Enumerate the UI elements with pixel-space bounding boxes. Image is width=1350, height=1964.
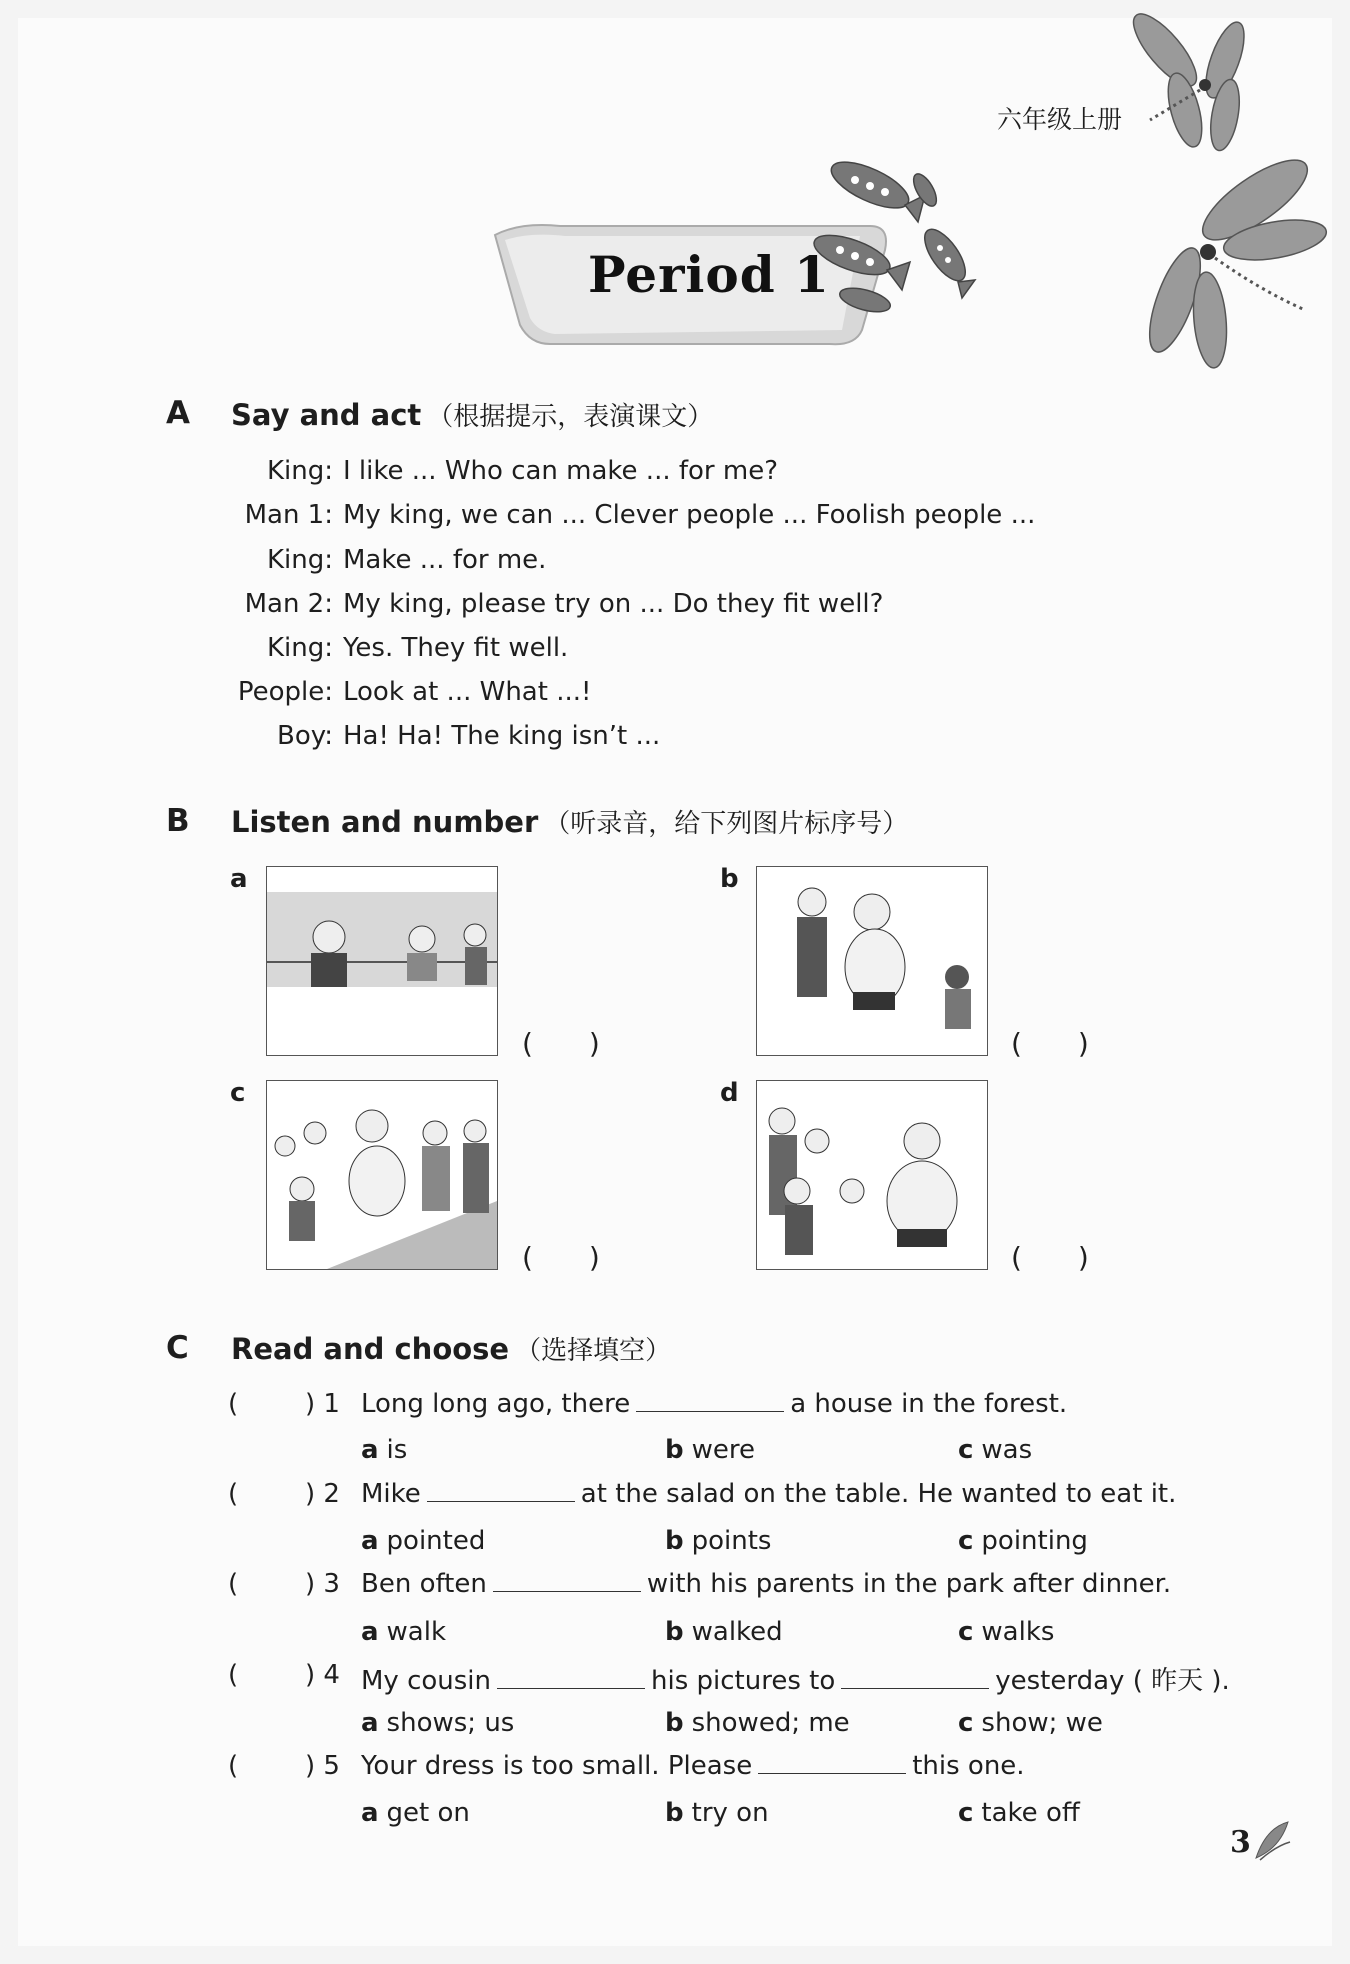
option-c[interactable]: c was: [958, 1435, 1033, 1465]
option-b[interactable]: b points: [665, 1526, 772, 1556]
question-text: [361, 1389, 1067, 1419]
speaker-label: Man 1:: [244, 500, 333, 530]
picture-a-label: a: [230, 864, 248, 894]
question-text: [361, 1660, 1230, 1697]
section-b-title-cn: （听录音，给下列图片标序号）: [544, 809, 909, 839]
question-part: My cousin: [361, 1666, 492, 1696]
option-a[interactable]: a shows; us: [361, 1708, 515, 1738]
option-a[interactable]: a walk: [361, 1617, 447, 1647]
header-decoration: [0, 0, 1350, 400]
dragonfly-icon: [1124, 5, 1330, 369]
dialogue-text: Yes. They fit well.: [343, 633, 569, 663]
question-paren[interactable]: (: [228, 1751, 239, 1781]
question-part: Ben often: [361, 1569, 487, 1599]
section-c-title: Read and choose: [231, 1332, 510, 1366]
fill-blank[interactable]: [758, 1753, 906, 1774]
answer-blank-d[interactable]: ( ): [1011, 1241, 1089, 1274]
question-part: Mike: [361, 1479, 421, 1509]
section-a-title: Say and act: [231, 398, 422, 432]
dialogue-text: Make ... for me.: [343, 545, 547, 575]
option-a[interactable]: a get on: [361, 1798, 470, 1828]
leaf-icon: [1252, 1818, 1292, 1862]
speaker-label: King:: [266, 545, 333, 575]
fill-blank[interactable]: [493, 1571, 641, 1592]
grade-label: 六年级上册: [997, 105, 1123, 134]
answer-blank-b[interactable]: ( ): [1011, 1027, 1089, 1060]
option-b[interactable]: b walked: [665, 1617, 783, 1647]
section-c-title-cn: （选择填空）: [515, 1336, 672, 1366]
question-number: ) 1: [305, 1389, 340, 1419]
question-paren[interactable]: (: [228, 1660, 239, 1690]
question-text: [361, 1569, 1171, 1599]
section-b-letter: B: [166, 803, 190, 839]
speaker-label: King:: [266, 633, 333, 663]
question-part: this one.: [912, 1751, 1025, 1781]
dialogue-line: [225, 500, 1035, 530]
question-number: ) 3: [305, 1569, 340, 1599]
option-c[interactable]: c take off: [958, 1798, 1080, 1828]
dialogue-text: Ha! Ha! The king isn’t ...: [343, 721, 661, 751]
option-c[interactable]: c show; we: [958, 1708, 1103, 1738]
dialogue-text: Look at ... What ...!: [343, 677, 592, 707]
question-part: at the salad on the table. He wanted to eat it.: [580, 1479, 1177, 1509]
question-part: a house in the forest.: [790, 1389, 1068, 1419]
option-a[interactable]: a pointed: [361, 1526, 486, 1556]
answer-blank-c[interactable]: ( ): [522, 1241, 600, 1274]
answer-blank-a[interactable]: ( ): [522, 1027, 600, 1060]
dialogue-text: My king, we can ... Clever people ... Foolish people ...: [343, 500, 1036, 530]
option-a[interactable]: a is: [361, 1435, 408, 1465]
section-b-title: Listen and number: [231, 805, 539, 839]
question-number: ) 4: [305, 1660, 340, 1690]
picture-d: [756, 1080, 988, 1270]
section-b-heading: [231, 803, 908, 840]
speaker-label: King:: [266, 456, 333, 486]
section-c-letter: C: [166, 1330, 189, 1366]
question-part: yesterday ( 昨天 ).: [995, 1666, 1230, 1696]
dialogue-line: [225, 633, 568, 663]
dialogue-line: [225, 721, 660, 751]
cartoon-image: [267, 1081, 497, 1269]
picture-c-label: c: [230, 1078, 246, 1108]
question-part: Your dress is too small. Please: [361, 1751, 753, 1781]
page-number: 3: [1230, 1825, 1251, 1860]
picture-b-label: b: [720, 864, 739, 894]
picture-b: [756, 866, 988, 1056]
section-a-title-cn: （根据提示，表演课文）: [427, 402, 714, 432]
picture-a: [266, 866, 498, 1056]
dialogue-text: My king, please try on ... Do they fit well?: [343, 589, 884, 619]
question-paren[interactable]: (: [228, 1479, 239, 1509]
option-b[interactable]: b showed; me: [665, 1708, 850, 1738]
cartoon-image: [757, 1081, 987, 1269]
picture-d-label: d: [720, 1078, 739, 1108]
dialogue-text: I like ... Who can make ... for me?: [343, 456, 779, 486]
section-a-letter: A: [166, 395, 190, 431]
question-number: ) 5: [305, 1751, 340, 1781]
section-a-heading: [231, 396, 713, 433]
option-c[interactable]: c walks: [958, 1617, 1055, 1647]
dragonfly-tail: [1215, 258, 1305, 310]
section-c-heading: [231, 1330, 671, 1367]
dialogue-line: [225, 456, 778, 486]
dialogue-line: [225, 545, 546, 575]
fill-blank[interactable]: [636, 1391, 784, 1412]
fill-blank[interactable]: [841, 1668, 989, 1689]
question-part: his pictures to: [651, 1666, 836, 1696]
question-number: ) 2: [305, 1479, 340, 1509]
cartoon-image: [267, 867, 497, 1055]
question-text: [361, 1751, 1025, 1781]
cartoon-image: [757, 867, 987, 1055]
option-c[interactable]: c pointing: [958, 1526, 1088, 1556]
fill-blank[interactable]: [497, 1668, 645, 1689]
question-paren[interactable]: (: [228, 1569, 239, 1599]
option-b[interactable]: b try on: [665, 1798, 769, 1828]
speaker-label: Boy:: [277, 721, 333, 751]
speaker-label: People:: [237, 677, 333, 707]
question-part: with his parents in the park after dinner.: [646, 1569, 1172, 1599]
question-part: Long long ago, there: [361, 1389, 631, 1419]
picture-c: [266, 1080, 498, 1270]
speaker-label: Man 2:: [244, 589, 333, 619]
dialogue-line: [225, 677, 591, 707]
question-paren[interactable]: (: [228, 1389, 239, 1419]
page-title: Period 1: [588, 245, 830, 304]
option-b[interactable]: b were: [665, 1435, 755, 1465]
fill-blank[interactable]: [427, 1481, 575, 1502]
dialogue-line: [225, 589, 883, 619]
question-text: [361, 1479, 1176, 1509]
